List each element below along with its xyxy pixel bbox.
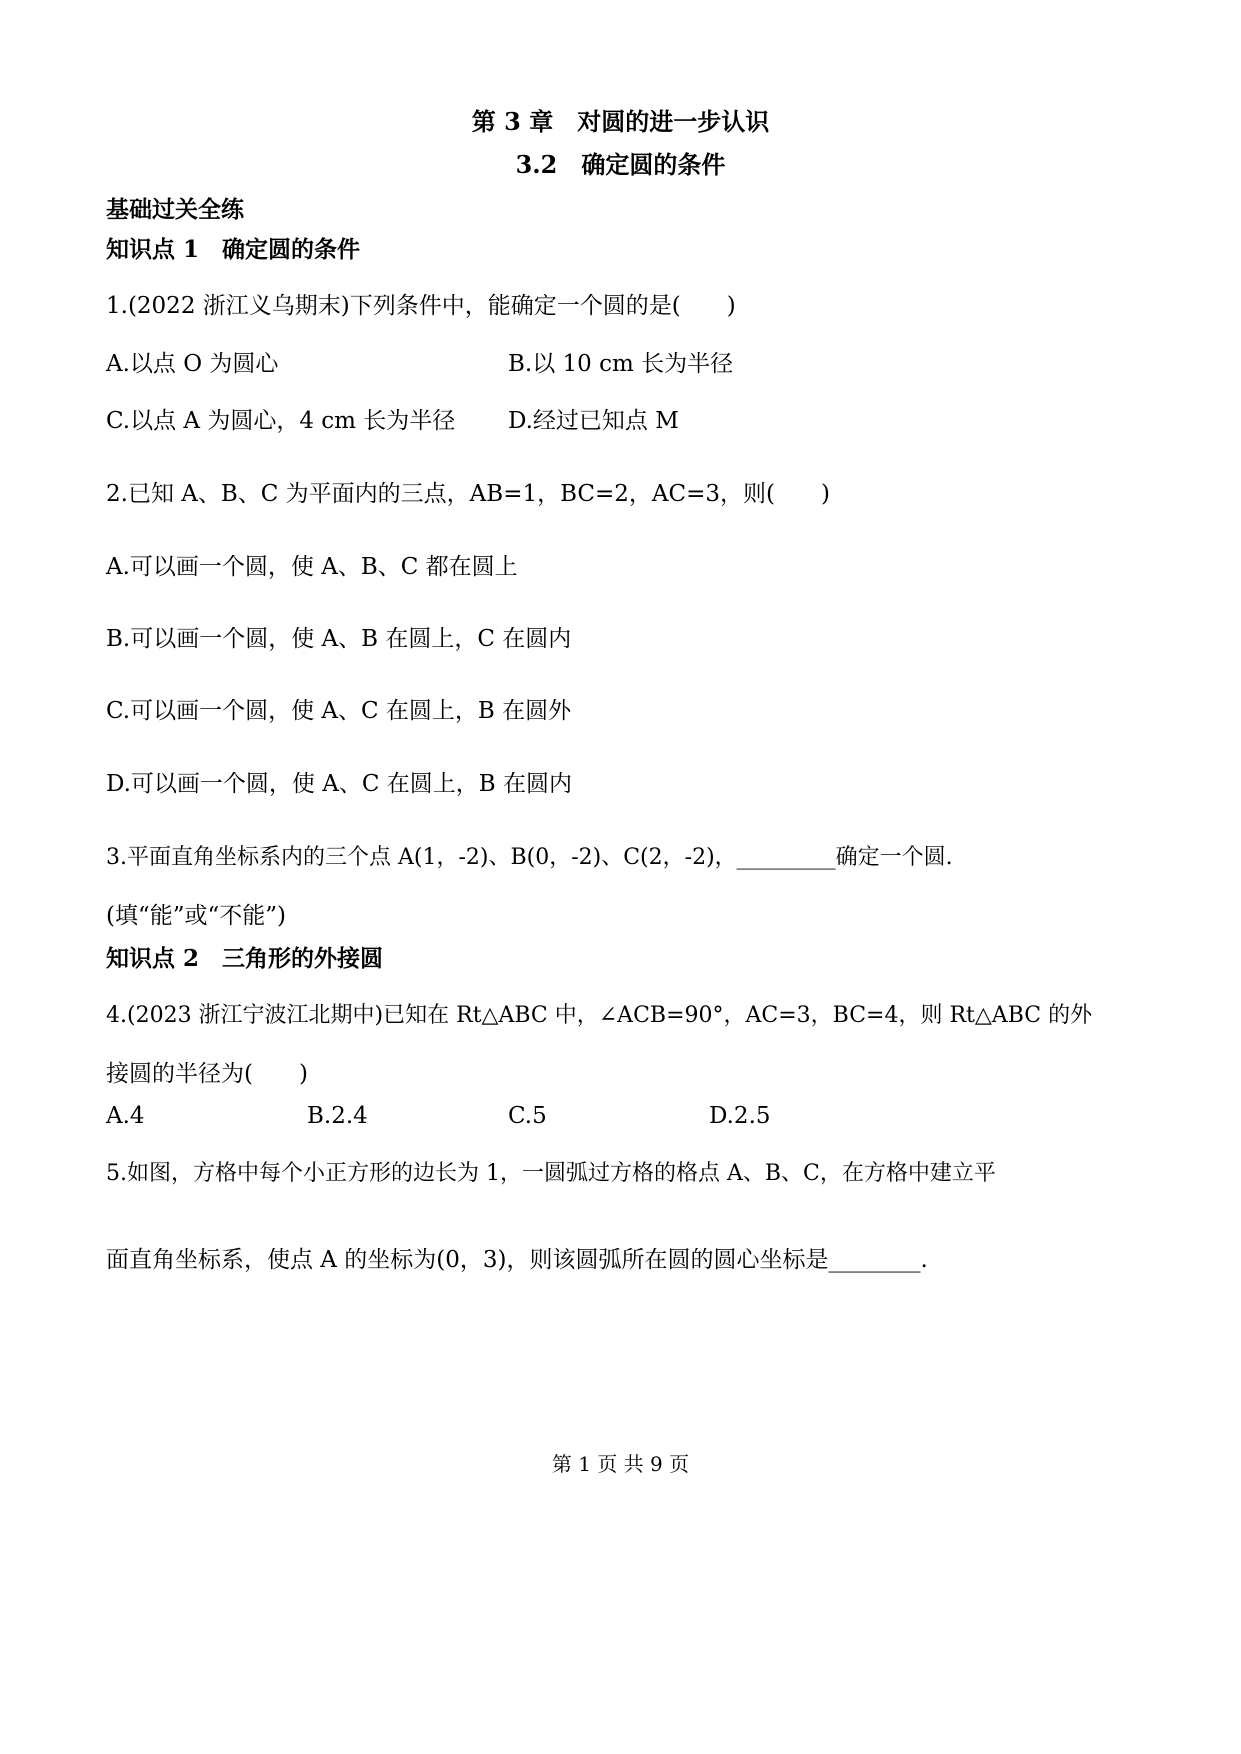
question-5-line-1: 5.如图，方格中每个小正方形的边长为 1，一圆弧过方格的格点 A、B、C，在方格中建立平 bbox=[106, 1161, 996, 1186]
question-5-line-2: 面直角坐标系，使点 A 的坐标为(0，3)，则该圆弧所在圆的圆心坐标是________. bbox=[106, 1247, 928, 1273]
question-2-stem: 2.已知 A、B、C 为平面内的三点，AB=1，BC=2，AC=3，则( ) bbox=[106, 481, 830, 507]
knowledge-point-1-heading: 知识点 1 确定圆的条件 bbox=[106, 236, 361, 263]
question-1-option-a: A.以点 O 为圆心 bbox=[106, 351, 279, 377]
question-3-line-2: (填“能”或“不能”) bbox=[106, 903, 286, 929]
question-4-option-b: B.2.4 bbox=[307, 1103, 368, 1129]
question-4-line-1: 4.(2023 浙江宁波江北期中)已知在 Rt△ABC 中，∠ACB=90°，AC=3，BC=4，则 Rt△ABC 的外 bbox=[106, 1003, 1093, 1028]
question-1-option-c: C.以点 A 为圆心，4 cm 长为半径 bbox=[106, 408, 456, 434]
question-2-option-a: A.可以画一个圆，使 A、B、C 都在圆上 bbox=[106, 554, 518, 580]
question-1-option-b: B.以 10 cm 长为半径 bbox=[508, 351, 734, 377]
section-title: 3.2 确定圆的条件 bbox=[515, 150, 726, 179]
question-2-option-d: D.可以画一个圆，使 A、C 在圆上，B 在圆内 bbox=[106, 771, 572, 797]
part-heading: 基础过关全练 bbox=[106, 196, 244, 223]
knowledge-point-2-heading: 知识点 2 三角形的外接圆 bbox=[106, 945, 384, 972]
question-4-option-c: C.5 bbox=[508, 1103, 547, 1129]
question-4-line-2: 接圆的半径为( ) bbox=[106, 1061, 308, 1087]
question-4-option-d: D.2.5 bbox=[709, 1103, 771, 1129]
question-1-stem: 1.(2022 浙江义乌期末)下列条件中，能确定一个圆的是( ) bbox=[106, 293, 736, 319]
question-2-option-c: C.可以画一个圆，使 A、C 在圆上，B 在圆外 bbox=[106, 698, 572, 724]
page-footer: 第 1 页 共 9 页 bbox=[551, 1452, 690, 1476]
question-3-line-1: 3.平面直角坐标系内的三个点 A(1，-2)、B(0，-2)、C(2，-2)，_________确定一个圆. bbox=[106, 845, 953, 870]
question-2-option-b: B.可以画一个圆，使 A、B 在圆上，C 在圆内 bbox=[106, 626, 572, 652]
chapter-title: 第 3 章 对圆的进一步认识 bbox=[471, 107, 770, 136]
question-4-option-a: A.4 bbox=[106, 1103, 145, 1129]
question-1-option-d: D.经过已知点 M bbox=[508, 408, 679, 434]
